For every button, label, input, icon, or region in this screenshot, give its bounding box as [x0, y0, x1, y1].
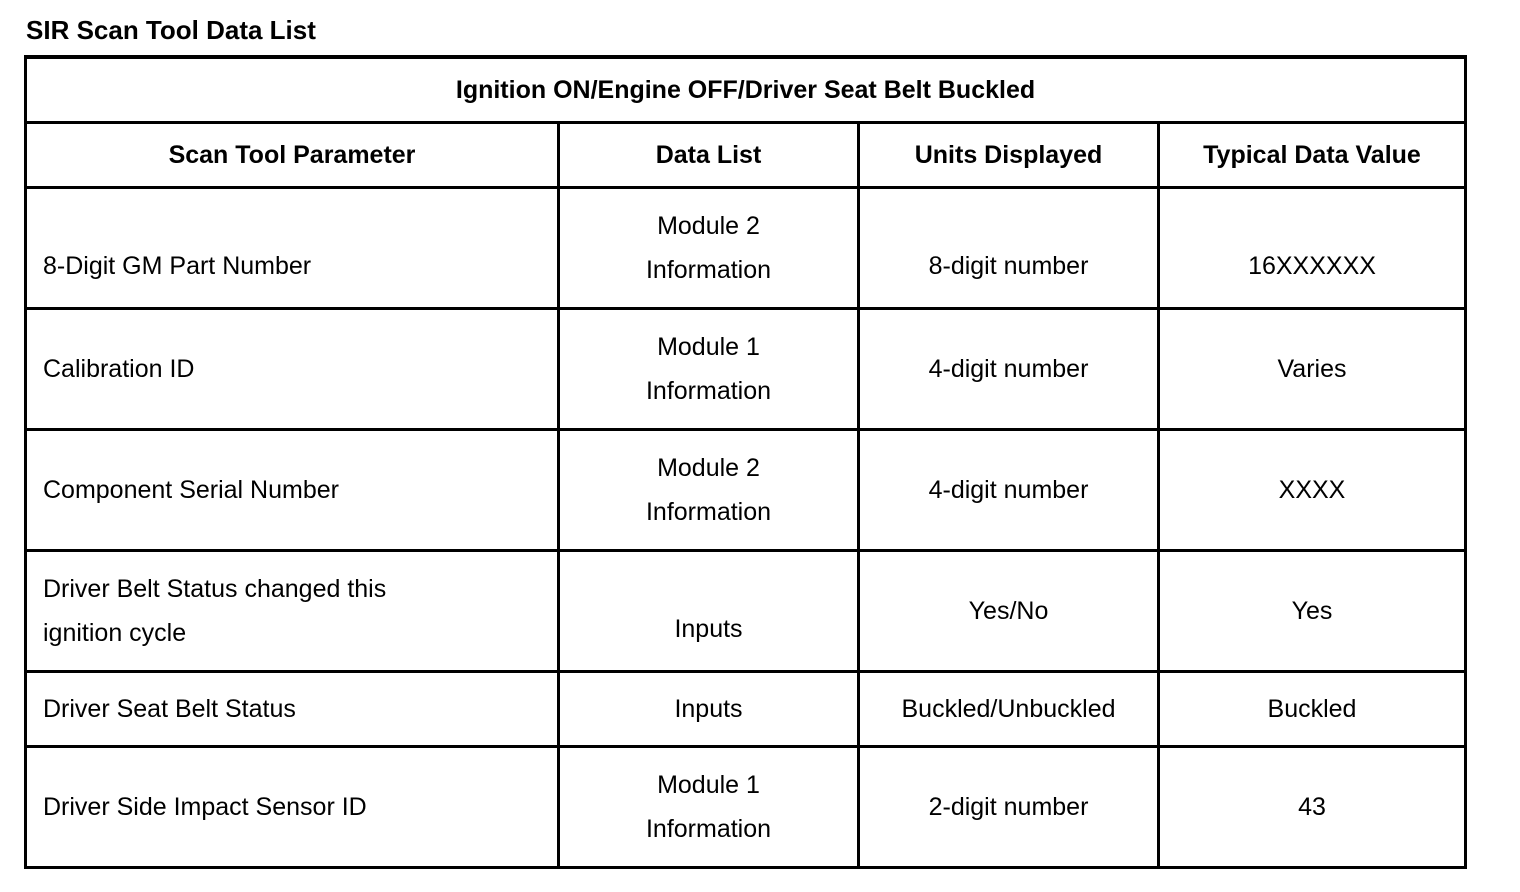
typical-value-cell — [1159, 672, 1466, 747]
units-text: 4-digit number — [928, 355, 1089, 384]
data-list-text: Information — [645, 814, 772, 843]
parameter-text: Driver Seat Belt Status — [43, 694, 296, 723]
table-row — [26, 551, 1466, 672]
data-list-text: Module 1 — [657, 770, 760, 799]
parameter-text: Driver Belt Status changed this — [43, 575, 387, 604]
typical-value-cell — [1159, 746, 1466, 867]
typical-value-cell — [1159, 188, 1466, 309]
table-row — [26, 746, 1466, 867]
table-row — [26, 188, 1466, 309]
group-header: Ignition ON/Engine OFF/Driver Seat Belt Buckled — [26, 57, 1466, 123]
units-text: Yes/No — [968, 597, 1049, 626]
parameter-cell — [26, 746, 559, 867]
data-list-text: Information — [645, 498, 772, 527]
typical-value-cell — [1159, 551, 1466, 672]
column-header-units: Units Displayed — [859, 123, 1159, 188]
table-row — [26, 672, 1466, 747]
column-header-data-list: Data List — [559, 123, 859, 188]
parameter-cell — [26, 430, 559, 551]
data-list-cell — [559, 188, 859, 309]
parameter-text: Driver Side Impact Sensor ID — [43, 792, 367, 821]
document-title: SIR Scan Tool Data List — [26, 15, 316, 45]
typical-value-cell — [1159, 309, 1466, 430]
column-header-parameter: Scan Tool Parameter — [26, 123, 559, 188]
parameter-text: Component Serial Number — [43, 476, 339, 505]
units-cell — [859, 430, 1159, 551]
data-list-text: Inputs — [674, 694, 743, 723]
units-cell — [859, 672, 1159, 747]
units-cell — [859, 551, 1159, 672]
data-list-text: Information — [645, 256, 772, 284]
data-list-cell — [559, 672, 859, 747]
data-list-cell — [559, 309, 859, 430]
data-list-cell — [559, 746, 859, 867]
units-cell — [859, 746, 1159, 867]
data-list-text: Module 1 — [657, 333, 760, 362]
units-cell — [859, 309, 1159, 430]
typical-value-text: Yes — [1291, 597, 1333, 626]
units-text: 2-digit number — [928, 792, 1089, 821]
scan-tool-data-table — [24, 55, 1467, 869]
units-text: 8-digit number — [928, 252, 1089, 280]
units-text: 4-digit number — [928, 476, 1089, 505]
units-text: Buckled/Unbuckled — [901, 694, 1116, 723]
units-cell — [859, 188, 1159, 309]
parameter-cell — [26, 551, 559, 672]
data-list-text: Inputs — [674, 615, 743, 644]
typical-value-text: XXXX — [1278, 476, 1346, 505]
typical-value-text: 43 — [1298, 792, 1326, 821]
data-list-text: Module 2 — [657, 212, 760, 240]
parameter-text: 8-Digit GM Part Number — [43, 252, 312, 280]
data-list-text: Module 2 — [657, 454, 760, 483]
data-list-text: Information — [645, 377, 772, 406]
parameter-text: Calibration ID — [43, 355, 195, 384]
table-row — [26, 309, 1466, 430]
data-list-cell — [559, 551, 859, 672]
parameter-cell — [26, 309, 559, 430]
table-row — [26, 430, 1466, 551]
column-header-typical-value: Typical Data Value — [1159, 123, 1466, 188]
typical-value-cell — [1159, 430, 1466, 551]
typical-value-text: Buckled — [1267, 694, 1357, 723]
data-list-cell — [559, 430, 859, 551]
parameter-cell — [26, 672, 559, 747]
parameter-cell — [26, 188, 559, 309]
parameter-text: ignition cycle — [43, 619, 187, 648]
typical-value-text: 16XXXXXX — [1248, 252, 1376, 280]
typical-value-text: Varies — [1277, 355, 1347, 384]
